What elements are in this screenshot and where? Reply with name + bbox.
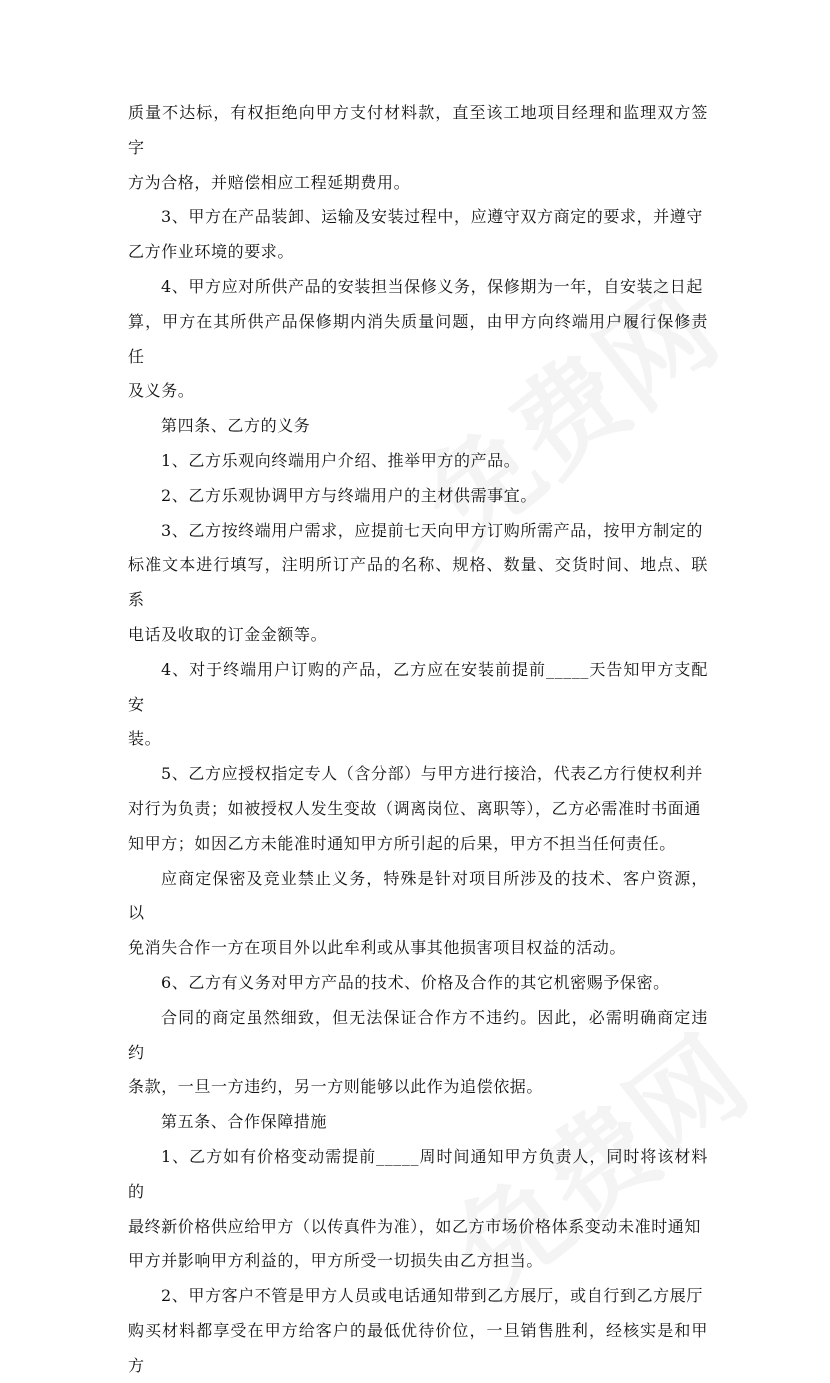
text-line: 6、乙方有义务对甲方产品的技术、价格及合作的其它机密赐予保密。 <box>161 972 670 992</box>
text-line: 第四条、乙方的义务 <box>161 416 311 436</box>
text-line: 对行为负责；如被授权人发生变故（调离岗位、离职等），乙方必需准时书面通 <box>128 798 702 818</box>
text-line: 方为合格，并赔偿相应工程延期费用。 <box>128 172 411 192</box>
text-line: 合同的商定虽然细致，但无法保证合作方不违约。因此，必需明确商定违约 <box>128 1007 708 1062</box>
text-line: 3、甲方在产品装卸、运输及安装过程中，应遵守双方商定的要求，并遵守 <box>161 207 703 227</box>
text-line: 应商定保密及竞业禁止义务，特殊是针对项目所涉及的技术、客户资源，以 <box>128 868 708 923</box>
text-line: 1、乙方如有价格变动需提前_____周时间通知甲方负责人，同时将该材料的 <box>128 1146 708 1201</box>
text-line: 质量不达标，有权拒绝向甲方支付材料款，直至该工地项目经理和监理双方签字 <box>128 103 708 157</box>
text-line: 电话及收取的订金金额等。 <box>128 624 328 644</box>
text-line: 4、对于终端用户订购的产品，乙方应在安装前提前_____天告知甲方支配安 <box>128 659 708 714</box>
text-line: 2、乙方乐观协调甲方与终端用户的主材供需事宜。 <box>161 485 537 505</box>
text-line: 2、甲方客户不管是甲方人员或电话通知带到乙方展厅，或自行到乙方展厅 <box>161 1286 703 1306</box>
text-line: 知甲方；如因乙方未能准时通知甲方所引起的后果，甲方不担当任何责任。 <box>128 833 676 853</box>
text-line: 标准文本进行填写，注明所订产品的名称、规格、数量、交货时间、地点、联系 <box>128 555 708 610</box>
text-line: 算，甲方在其所供产品保修期内消失质量问题，由甲方向终端用户履行保修责任 <box>128 311 708 366</box>
text-line: 最终新价格供应给甲方（以传真件为准），如乙方市场价格体系变动未准时通知 <box>128 1216 702 1236</box>
text-line: 免消失合作一方在项目外以此牟利或从事其他损害项目权益的活动。 <box>128 938 627 958</box>
text-line: 1、乙方乐观向终端用户介绍、推举甲方的产品。 <box>161 450 521 470</box>
text-line: 装。 <box>128 729 162 749</box>
text-line: 3、乙方按终端用户需求，应提前七天向甲方订购所需产品，按甲方制定的 <box>161 520 703 540</box>
document-body <box>128 96 708 1383</box>
text-line: 乙方作业环境的要求。 <box>128 242 295 262</box>
text-line: 及义务。 <box>128 381 195 401</box>
text-line: 4、甲方应对所供产品的安装担当保修义务，保修期为一年，自安装之日起 <box>161 276 703 296</box>
text-line: 条款，一旦一方违约，另一方则能够以此作为追偿依据。 <box>128 1077 544 1097</box>
text-line: 购买材料都享受在甲方给客户的最低优待价位，一旦销售胜利，经核实是和甲方 <box>128 1320 708 1375</box>
text-line: 甲方并影响甲方利益的，甲方所受一切损失由乙方担当。 <box>128 1251 544 1271</box>
text-line: 5、乙方应授权指定专人（含分部）与甲方进行接洽，代表乙方行使权利并 <box>161 764 703 784</box>
text-line: 第五条、合作保障措施 <box>161 1112 328 1132</box>
